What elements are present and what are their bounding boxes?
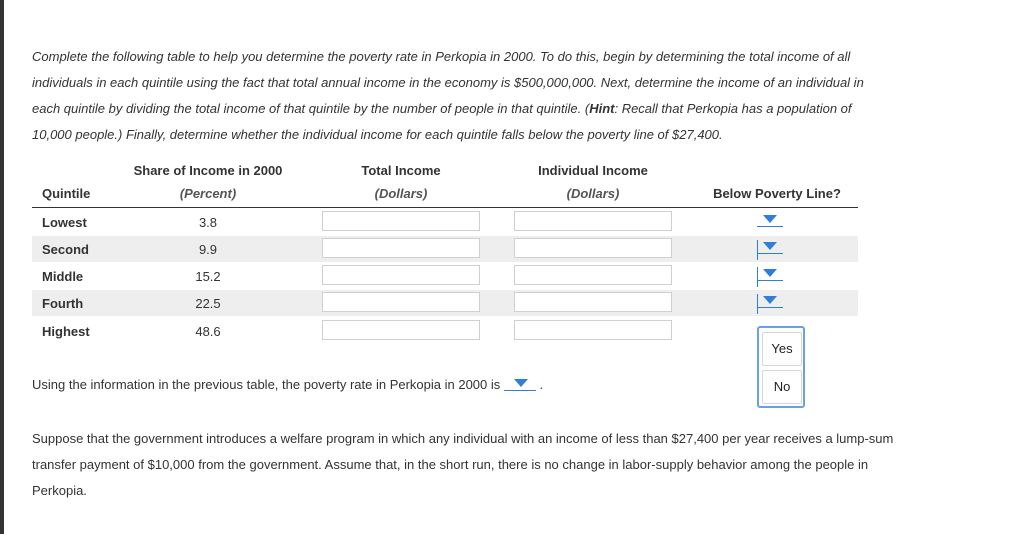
table-row bbox=[32, 290, 858, 316]
dropdown-underline bbox=[757, 226, 783, 227]
dropdown-divider bbox=[757, 267, 758, 287]
dropdown-underline bbox=[504, 390, 536, 391]
cutoff-text-fragment bbox=[32, 529, 672, 534]
dropdown-arrow-icon bbox=[763, 296, 777, 304]
header-share: Share of Income in 2000 bbox=[133, 163, 283, 178]
total-income-input-lowest[interactable] bbox=[322, 211, 480, 231]
poverty-rate-suffix: . bbox=[539, 377, 544, 392]
header-below-poverty: Below Poverty Line? bbox=[713, 186, 841, 201]
dropdown-underline bbox=[757, 307, 783, 308]
option-no[interactable]: No bbox=[762, 370, 802, 404]
instructions-line-1: Complete the following table to help you determine the poverty rate in Perkopia in 2000. To do this, begin by determining the total income of all bbox=[32, 49, 851, 64]
dropdown-arrow-icon bbox=[763, 269, 777, 277]
dropdown-underline bbox=[757, 280, 783, 281]
poverty-rate-dropdown[interactable] bbox=[504, 379, 536, 393]
below-poverty-dropdown-lowest[interactable] bbox=[757, 215, 781, 231]
table-row bbox=[32, 209, 858, 235]
below-poverty-dropdown-middle[interactable] bbox=[757, 269, 781, 285]
welfare-line-2: transfer payment of $10,000 from the government. Assume that, in the short run, there is no change in labor-supply behavior among the people in bbox=[32, 457, 869, 472]
dropdown-options-popup bbox=[757, 326, 805, 408]
header-individual-income: Individual Income bbox=[538, 163, 648, 178]
option-yes[interactable]: Yes bbox=[762, 332, 802, 366]
table-row bbox=[32, 318, 858, 344]
share-value: 22.5 bbox=[195, 296, 221, 311]
welfare-line-1: Suppose that the government introduces a welfare program in which any individual with an income of less than $27,400 per year receives a lump-sum bbox=[32, 431, 894, 446]
share-value: 9.9 bbox=[198, 242, 218, 257]
total-income-input-middle[interactable] bbox=[322, 265, 480, 285]
left-border bbox=[0, 0, 4, 534]
poverty-rate-sentence bbox=[32, 377, 543, 393]
individual-income-input-highest[interactable] bbox=[514, 320, 672, 340]
table-row bbox=[32, 263, 858, 289]
share-value: 3.8 bbox=[198, 215, 218, 230]
quintile-label: Middle bbox=[42, 269, 84, 284]
instructions-line-3b: : Recall that Perkopia has a population of bbox=[614, 101, 852, 116]
individual-income-input-second[interactable] bbox=[514, 238, 672, 258]
instructions-line-2: individuals in each quintile using the fact that total annual income in the economy is $500,000,000. Next, determine the income of an individual in bbox=[32, 75, 864, 90]
total-income-input-second[interactable] bbox=[322, 238, 480, 258]
instructions-line-3a: each quintile by dividing the total income of that quintile by the number of people in that quintile. ( bbox=[32, 101, 590, 116]
share-value: 15.2 bbox=[195, 269, 221, 284]
hint-label: Hint bbox=[589, 101, 615, 116]
share-value: 48.6 bbox=[195, 324, 221, 339]
individual-income-input-fourth[interactable] bbox=[514, 292, 672, 312]
dropdown-underline bbox=[757, 253, 783, 254]
welfare-paragraph bbox=[32, 426, 1012, 504]
instructions-line-3 bbox=[32, 96, 992, 122]
dropdown-arrow-icon bbox=[763, 215, 777, 223]
quintile-label: Second bbox=[42, 242, 89, 257]
individual-income-input-middle[interactable] bbox=[514, 265, 672, 285]
dropdown-divider bbox=[757, 294, 758, 314]
header-total-income-unit: (Dollars) bbox=[374, 186, 428, 201]
header-divider bbox=[32, 207, 858, 208]
instructions-paragraph bbox=[32, 44, 992, 148]
poverty-rate-prefix: Using the information in the previous table, the poverty rate in Perkopia in 2000 is bbox=[32, 377, 501, 392]
below-poverty-dropdown-fourth[interactable] bbox=[757, 296, 781, 312]
quintile-label: Fourth bbox=[42, 296, 84, 311]
header-quintile: Quintile bbox=[42, 186, 91, 201]
quintile-label: Highest bbox=[42, 324, 90, 339]
individual-income-input-lowest[interactable] bbox=[514, 211, 672, 231]
below-poverty-dropdown-second[interactable] bbox=[757, 242, 781, 258]
header-total-income: Total Income bbox=[361, 163, 441, 178]
quintile-label: Lowest bbox=[42, 215, 87, 230]
dropdown-divider bbox=[757, 240, 758, 260]
header-share-unit: (Percent) bbox=[179, 186, 237, 201]
total-income-input-fourth[interactable] bbox=[322, 292, 480, 312]
instructions-line-4: 10,000 people.) Finally, determine whether the individual income for each quintile falls below the poverty line of $27,400. bbox=[32, 127, 723, 142]
welfare-line-3: Perkopia. bbox=[32, 483, 87, 498]
header-individual-income-unit: (Dollars) bbox=[566, 186, 620, 201]
dropdown-arrow-icon bbox=[514, 379, 528, 387]
table-row bbox=[32, 236, 858, 262]
total-income-input-highest[interactable] bbox=[322, 320, 480, 340]
dropdown-arrow-icon bbox=[763, 242, 777, 250]
